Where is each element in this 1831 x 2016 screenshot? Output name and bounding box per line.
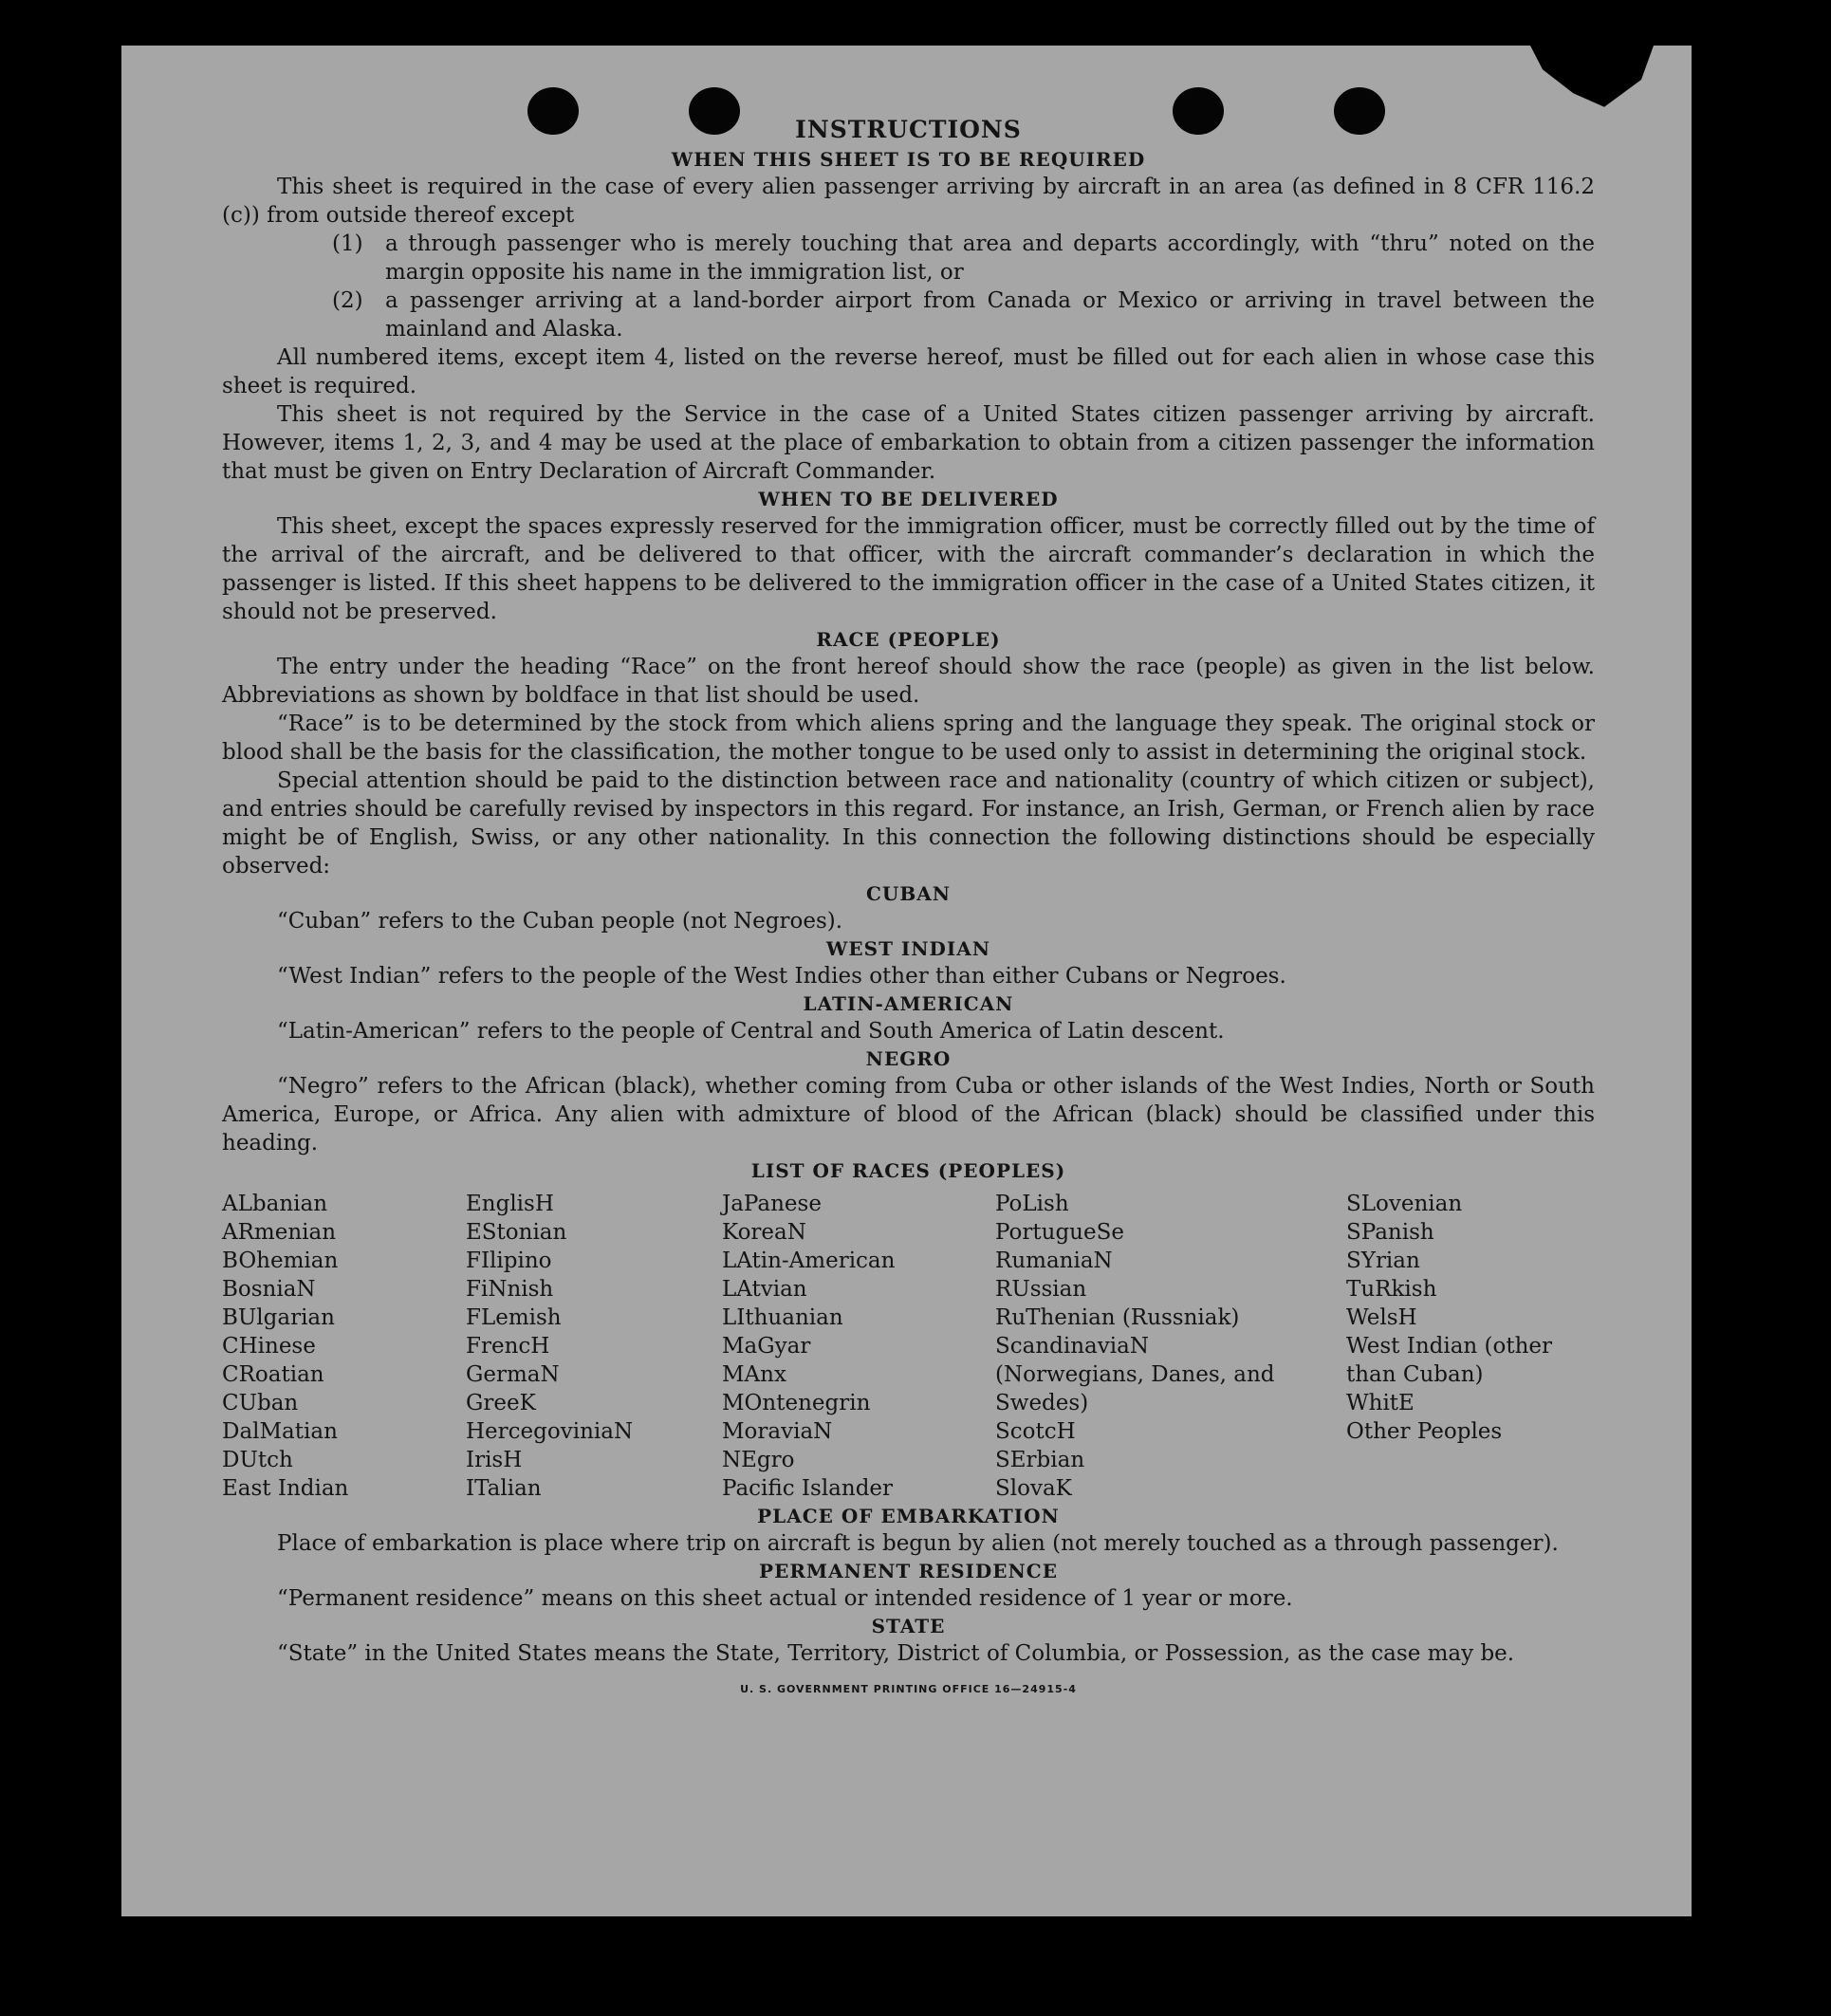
race-entry: CHinese: [222, 1334, 316, 1359]
definition-heading: PLACE OF EMBARKATION: [757, 1505, 1060, 1527]
races-heading: LIST OF RACES (PEOPLES): [750, 1159, 1066, 1182]
race-entry: DUtch: [222, 1448, 293, 1472]
distinction-heading: NEGRO: [865, 1047, 952, 1070]
race-entry: FrencH: [466, 1334, 550, 1359]
printing-office-footer: U. S. GOVERNMENT PRINTING OFFICE 16—24915-4: [740, 1683, 1077, 1695]
race-entry: SPanish: [1346, 1220, 1434, 1245]
race-entry: ARmenian: [222, 1220, 337, 1245]
item-number: (1): [332, 231, 363, 256]
race-entry: PortugueSe: [995, 1220, 1124, 1245]
races-list: [222, 1190, 1595, 1503]
paragraph: “Race” is to be determined by the stock from which aliens spring and the language they speak. The original stock or blood shall be the basis for the classification, the mother tongue to be used only to assist in determining the original stock.: [222, 712, 1595, 765]
race-entry: LIthuanian: [722, 1305, 843, 1330]
paragraph: The entry under the heading “Race” on the front hereof should show the race (people) as given in the list below. Abbreviations as shown by boldface in that list should be used.: [222, 655, 1595, 708]
race-entry: LAtin-American: [722, 1248, 896, 1273]
paragraph: Special attention should be paid to the distinction between race and nationality (country of which citizen or subject), and entries should be carefully revised by inspectors in this regard. For instance, an Irish, German, or French alien by race might be of English, Swiss, or any other nationality. In this connection the following distinctions should be especially observed:: [222, 768, 1595, 879]
race-entry: ScotcH: [995, 1419, 1076, 1444]
definition-heading: STATE: [871, 1615, 946, 1637]
race-entry: FIlipino: [466, 1248, 552, 1273]
race-entry: ITalian: [466, 1476, 542, 1501]
list-item: [332, 230, 1595, 287]
item-number: (2): [332, 288, 363, 313]
paragraph: All numbered items, except item 4, listed on the reverse hereof, must be filled out for each alien in whose case this sheet is required.: [222, 345, 1595, 398]
race-entry: CRoatian: [222, 1362, 324, 1387]
race-entry: RumaniaN: [995, 1248, 1113, 1273]
race-entry: SYrian: [1346, 1248, 1420, 1273]
instructions-content: [222, 116, 1595, 1704]
race-entry: FLemish: [466, 1305, 562, 1330]
section-heading: RACE (PEOPLE): [816, 628, 1001, 651]
race-entry: EStonian: [466, 1220, 567, 1245]
race-entry: BOhemian: [222, 1248, 339, 1273]
item-text: a through passenger who is merely touching that area and departs accordingly, with “thru” noted on the margin opposite his name in the immigration list, or: [385, 231, 1595, 285]
race-entry: HercegoviniaN: [466, 1419, 634, 1444]
race-entry: BUlgarian: [222, 1305, 335, 1330]
definition-heading: PERMANENT RESIDENCE: [759, 1560, 1058, 1582]
paragraph: This sheet is not required by the Service in the case of a United States citizen passenger arriving by aircraft. However, items 1, 2, 3, and 4 may be used at the place of embarkation to obtain from a citizen passenger the information that must be given on Entry Declaration of Aircraft Commander.: [222, 402, 1595, 484]
distinction-heading: WEST INDIAN: [825, 937, 991, 960]
definition-text: “Permanent residence” means on this sheet actual or intended residence of 1 year or more.: [277, 1586, 1293, 1611]
document-sheet: [121, 46, 1692, 1916]
race-entry: KoreaN: [722, 1220, 806, 1245]
races-column: [722, 1190, 995, 1503]
race-entry: LAtvian: [722, 1277, 807, 1302]
torn-corner: [1530, 46, 1654, 114]
distinction-text: “Negro” refers to the African (black), whether coming from Cuba or other islands of the West Indies, North or South America, Europe, or Africa. Any alien with admixture of blood of the African (black) should be classified under this heading.: [222, 1074, 1595, 1156]
distinction-heading: LATIN-AMERICAN: [803, 992, 1014, 1015]
race-entry: WhitE: [1346, 1391, 1415, 1415]
race-entry: ALbanian: [222, 1192, 328, 1216]
race-entry: MAnx: [722, 1362, 786, 1387]
race-entry: TuRkish: [1346, 1277, 1437, 1302]
distinction-text: “Cuban” refers to the Cuban people (not Negroes).: [277, 909, 843, 934]
race-entry: West Indian (other than Cuban): [1346, 1334, 1553, 1387]
distinction-text: “Latin-American” refers to the people of Central and South America of Latin descent.: [277, 1019, 1225, 1044]
race-entry: East Indian: [222, 1476, 349, 1501]
race-entry: Pacific Islander: [722, 1476, 894, 1501]
paragraph: This sheet is required in the case of every alien passenger arriving by aircraft in an area (as defined in 8 CFR 116.2 (c)) from outside thereof except: [222, 175, 1595, 228]
race-entry: NEgro: [722, 1448, 795, 1472]
section-heading: WHEN THIS SHEET IS TO BE REQUIRED: [671, 148, 1146, 171]
race-entry: WelsH: [1346, 1305, 1417, 1330]
paragraph: This sheet, except the spaces expressly reserved for the immigration officer, must be correctly filled out by the time of the arrival of the aircraft, and be delivered to that officer, with the aircraft commander’s declaration in which the passenger is listed. If this sheet happens to be delivered to the immigration officer in the case of a United States citizen, it should not be preserved.: [222, 514, 1595, 624]
races-column: [995, 1190, 1346, 1503]
race-entry: FiNnish: [466, 1277, 554, 1302]
race-entry: JaPanese: [722, 1192, 822, 1216]
race-entry: EnglisH: [466, 1192, 554, 1216]
race-entry: ScandinaviaN (Norwegians, Danes, and Swedes): [995, 1334, 1275, 1415]
race-entry: DalMatian: [222, 1419, 338, 1444]
race-entry: SErbian: [995, 1448, 1085, 1472]
races-column: [222, 1190, 466, 1503]
distinction-heading: CUBAN: [865, 882, 952, 905]
race-entry: MaGyar: [722, 1334, 811, 1359]
race-entry: SLovenian: [1346, 1192, 1463, 1216]
race-entry: BosniaN: [222, 1277, 316, 1302]
race-entry: GermaN: [466, 1362, 560, 1387]
race-entry: CUban: [222, 1391, 299, 1415]
races-column: [466, 1190, 722, 1503]
race-entry: Other Peoples: [1346, 1419, 1503, 1444]
section-heading: WHEN TO BE DELIVERED: [758, 488, 1059, 510]
race-entry: MOntenegrin: [722, 1391, 871, 1415]
race-entry: SlovaK: [995, 1476, 1072, 1501]
races-column: [1346, 1190, 1595, 1503]
distinction-text: “West Indian” refers to the people of the West Indies other than either Cubans or Negroes.: [277, 964, 1286, 989]
definition-text: Place of embarkation is place where trip on aircraft is begun by alien (not merely touched as a through passenger).: [277, 1531, 1559, 1556]
race-entry: MoraviaN: [722, 1419, 833, 1444]
race-entry: RuThenian (Russniak): [995, 1305, 1240, 1330]
item-text: a passenger arriving at a land-border airport from Canada or Mexico or arriving in travel between the mainland and Alaska.: [385, 288, 1595, 342]
race-entry: PoLish: [995, 1192, 1069, 1216]
page-title: INSTRUCTIONS: [795, 116, 1022, 143]
race-entry: RUssian: [995, 1277, 1087, 1302]
definition-text: “State” in the United States means the State, Territory, District of Columbia, or Possession, as the case may be.: [277, 1641, 1515, 1666]
list-item: [332, 287, 1595, 343]
race-entry: IrisH: [466, 1448, 523, 1472]
race-entry: GreeK: [466, 1391, 536, 1415]
